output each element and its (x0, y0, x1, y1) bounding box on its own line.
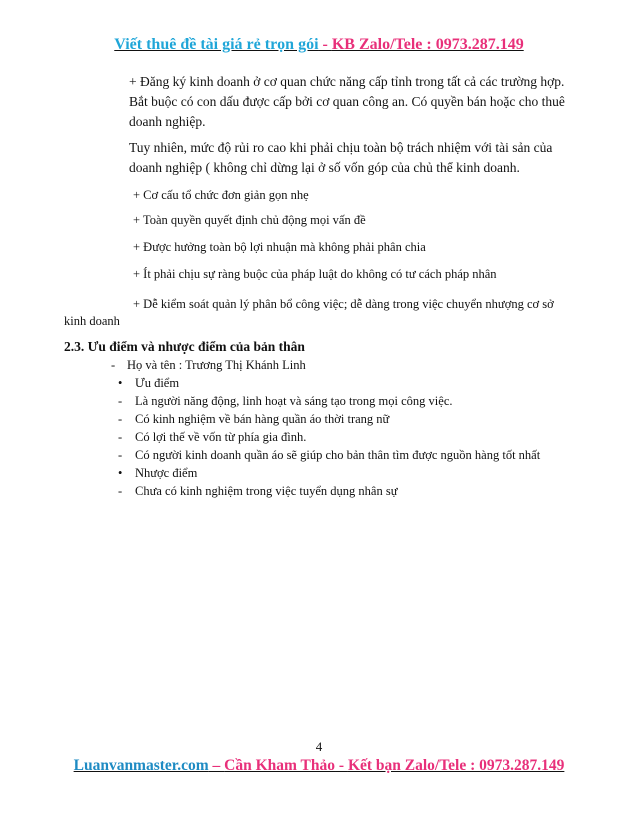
paragraph-line: doanh nghiệp. (129, 114, 206, 129)
weaknesses-title-row (118, 464, 538, 482)
page-header (0, 36, 638, 54)
list-item (118, 446, 618, 464)
dash-marker: - (111, 358, 116, 372)
dash-marker: - (118, 430, 123, 444)
footer-site-link[interactable]: Luanvanmaster.com (73, 757, 209, 774)
strength-text: Có kinh nghiệm về bán hàng quần áo thời trang nữ (135, 412, 390, 426)
list-item (118, 410, 618, 428)
strengths-title-row (118, 374, 538, 392)
dash-marker: - (118, 394, 123, 408)
list-item (118, 482, 618, 500)
strengths-title: Ưu điểm (135, 376, 180, 390)
section-heading: 2.3. Ưu điểm và nhược điểm của bản thân (64, 339, 305, 354)
header-separator: - (318, 36, 332, 53)
dash-marker: - (118, 412, 123, 426)
strength-text: Là người năng động, linh hoạt và sáng tạo trong mọi công việc. (135, 394, 453, 408)
name-row (111, 356, 511, 374)
advantage-item: + Toàn quyền quyết định chủ động mọi vấn đề (133, 213, 366, 227)
advantage-item-continued: kinh doanh (64, 314, 120, 328)
advantage-item: + Ít phải chịu sự ràng buộc của pháp luật do không có tư cách pháp nhân (133, 267, 497, 281)
paragraph-line: Bắt buộc có con dấu được cấp bởi cơ quan công an. Có quyền bán hoặc cho thuê (129, 94, 565, 109)
dash-marker: - (118, 448, 123, 462)
page-number: 4 (315, 739, 323, 754)
footer-separator: – (208, 757, 225, 774)
weakness-text: Chưa có kinh nghiệm trong việc tuyển dụng nhân sự (135, 484, 398, 498)
bullet-icon: • (118, 376, 123, 390)
page-footer (0, 757, 638, 775)
header-contact: KB Zalo/Tele : 0973.287.149 (331, 36, 524, 53)
advantage-item: + Cơ cấu tổ chức đơn giản gọn nhẹ (133, 188, 309, 202)
advantage-item: + Được hưởng toàn bộ lợi nhuận mà không phải phân chia (133, 240, 426, 254)
strength-text: Có lợi thế về vốn từ phía gia đình. (135, 430, 307, 444)
advantage-item: + Dễ kiểm soát quản lý phân bổ công việc; dễ dàng trong việc chuyển nhượng cơ sở (133, 297, 554, 311)
footer-author: Cần Kham Thảo (224, 757, 336, 774)
paragraph-line: + Đăng ký kinh doanh ở cơ quan chức năng cấp tỉnh trong tất cả các trường hợp. (129, 74, 565, 89)
paragraph-line: doanh nghiệp ( không chỉ dừng lại ở số vốn góp của chủ thể kinh doanh. (129, 160, 520, 175)
list-item (118, 392, 618, 410)
name-line: Họ và tên : Trương Thị Khánh Linh (127, 358, 306, 372)
footer-separator: - (335, 757, 348, 774)
weaknesses-title: Nhược điểm (135, 466, 198, 480)
paragraph-line: Tuy nhiên, mức độ rủi ro cao khi phải chịu toàn bộ trách nhiệm với tài sản của (129, 140, 553, 155)
strength-text: Có người kinh doanh quần áo sẽ giúp cho bản thân tìm được nguồn hàng tốt nhất (135, 448, 541, 462)
list-item (118, 428, 618, 446)
bullet-icon: • (118, 466, 123, 480)
header-title: Viết thuê đề tài giá rẻ trọn gói (114, 36, 319, 53)
footer-contact: Kết bạn Zalo/Tele : 0973.287.149 (347, 757, 565, 774)
dash-marker: - (118, 484, 123, 498)
